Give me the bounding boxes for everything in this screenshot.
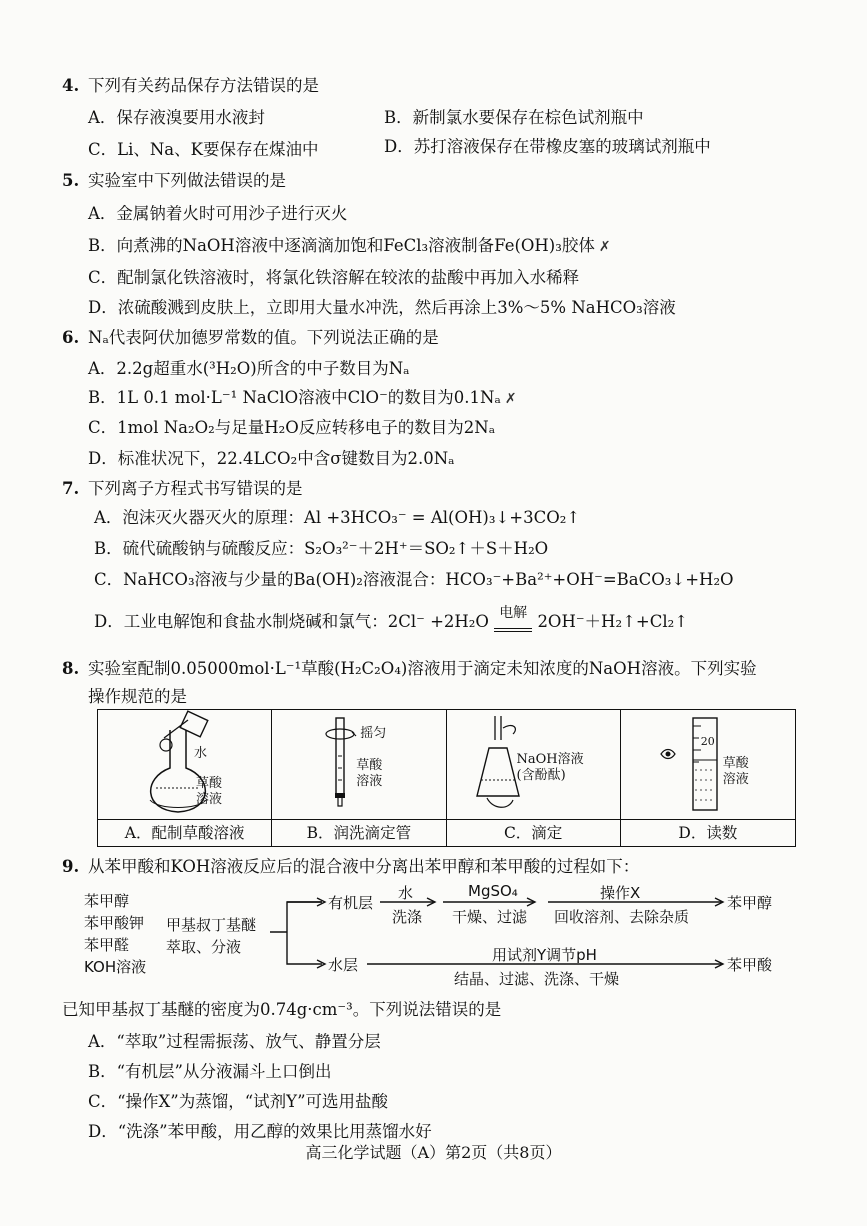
scale-20: 20 [700,735,715,748]
q5-option-c: C．配制氯化铁溶液时，将氯化铁溶解在较浓的盐酸中再加入水稀释 [88,268,580,287]
option-text: D．工业电解饱和食盐水制烧碱和氯气：2Cl⁻ +2H₂O [94,612,489,631]
label-shake: 摇匀 [360,726,387,741]
q4-option-a: A．保存液溴要用水液封 [88,108,265,127]
figure-c [447,710,621,846]
q4-option-d: D．苏打溶液保存在带橡皮塞的玻璃试剂瓶中 [384,137,711,156]
option-text: B．向煮沸的NaOH溶液中逐滴滴加饱和FeCl₃溶液制备Fe(OH)₃胶体 [88,236,595,255]
product-benzoic-acid: 苯甲酸 [727,956,773,974]
label-naoh: NaOH溶液 [516,752,584,767]
figure-a [98,710,272,846]
q6-option-a: A．2.2g超重水(³H₂O)所含的中子数目为Nₐ [88,359,410,378]
question-number: 6. [62,328,80,347]
electrolysis-condition [494,605,532,632]
q6-option-c: C．1mol Na₂O₂与足量H₂O反应转移电子的数目为2Nₐ [88,418,496,437]
q4-option-b: B．新制氯水要保存在棕色试剂瓶中 [384,108,644,127]
figure-b [272,710,446,846]
mixture-component: 苯甲醛 [84,936,130,954]
aqueous-layer-label: 水层 [328,956,359,974]
q7-option-c: C．NaHCO₃溶液与少量的Ba(OH)₂溶液混合：HCO₃⁻+Ba²⁺+OH⁻=BaCO₃↓+H₂O [94,570,734,589]
label-oxalic-acid: 草酸 [196,776,223,791]
question-4-stem [62,72,319,96]
option-text: 2OH⁻＋H₂↑+Cl₂↑ [537,612,689,631]
step-reagent: MgSO₄ [468,882,518,900]
equals-sign [494,628,532,632]
q9-option-a: A．“萃取”过程需振荡、放气、静置分层 [88,1032,381,1051]
question-text: 实验室中下列做法错误的是 [88,171,286,190]
q6-option-d: D．标准状况下，22.4LCO₂中含σ键数目为2.0Nₐ [88,449,455,468]
q5-option-b [88,232,611,256]
q5-option-d: D．浓硫酸溅到皮肤上，立即用大量水冲洗，然后再涂上3%～5% NaHCO₃溶液 [88,298,676,317]
question-8-stem-line2: 操作规范的是 [88,687,187,706]
q4-option-c: C．Li、Na、K要保存在煤油中 [88,140,319,159]
operation-x-label: 操作X [600,884,641,902]
question-text: 从苯甲酸和KOH溶液反应后的混合液中分离出苯甲醇和苯甲酸的过程如下： [88,857,640,876]
extraction-step-label: 萃取、分液 [166,938,242,956]
mixture-component: 苯甲醇 [84,892,130,910]
question-7-stem [62,475,303,499]
q7-option-b: B．硫代硫酸钠与硫酸反应：S₂O₃²⁻＋2H⁺＝SO₂↑＋S＋H₂O [94,539,549,558]
extractant-label: 甲基叔丁基醚 [166,916,257,934]
question-text: Nₐ代表阿伏加德罗常数的值。下列说法正确的是 [88,328,439,347]
q8-figure-table [97,709,796,847]
label-solution: 溶液 [196,792,223,807]
label-oxalic-acid: 草酸 [356,758,383,773]
handwritten-mark: ✗ [504,391,517,407]
product-benzyl-alcohol: 苯甲醇 [727,894,773,912]
label-oxalic-acid: 草酸 [722,756,749,771]
question-9-given: 已知甲基叔丁基醚的密度为0.74g·cm⁻³。下列说法错误的是 [62,1000,502,1019]
question-text: 下列有关药品保存方法错误的是 [88,76,319,95]
condition-label: 电解 [499,605,528,621]
label-solution: 溶液 [356,774,383,789]
step-reagent: 用试剂Y调节pH [492,946,597,964]
label-solution: 溶液 [722,772,749,787]
handwritten-mark: ✗ [598,239,611,255]
question-number: 9. [62,857,80,876]
q9-option-d: D．“洗涤”苯甲酸，用乙醇的效果比用蒸馏水好 [88,1122,432,1141]
question-text: 下列离子方程式书写错误的是 [88,479,303,498]
organic-layer-label: 有机层 [328,894,374,912]
flowchart-arrows [62,880,802,990]
step-action: 结晶、过滤、洗涤、干燥 [454,970,620,988]
q9-option-b: B．“有机层”从分液漏斗上口倒出 [88,1062,332,1081]
question-8-stem [62,655,757,679]
separation-flowchart [62,880,802,990]
volumetric-flask-diagram [98,710,271,818]
mixture-component: KOH溶液 [84,958,147,976]
figure-caption: B．润洗滴定管 [272,819,445,846]
page-footer: 高三化学试题（A）第2页（共8页） [305,1143,562,1162]
question-number: 4. [62,76,80,95]
mixture-component: 苯甲酸钾 [84,914,145,932]
figure-caption: D．读数 [621,819,795,846]
q7-option-d [94,605,689,632]
question-text: 实验室配制0.05000mol·L⁻¹草酸(H₂C₂O₄)溶液用于滴定未知浓度的NaOH溶液。下列实验 [88,659,757,678]
question-number: 7. [62,479,80,498]
burette-reading-diagram [621,710,794,818]
step-action: 洗涤 [392,908,423,926]
q5-option-a: A．金属钠着火时可用沙子进行灭火 [88,204,348,223]
step-reagent: 水 [398,884,414,902]
question-6-stem [62,324,439,348]
figure-d [621,710,795,846]
figure-caption: C．滴定 [447,819,620,846]
figure-caption: A．配制草酸溶液 [98,819,271,846]
option-text: B．1L 0.1 mol·L⁻¹ NaClO溶液中ClO⁻的数目为0.1Nₐ [88,388,501,407]
q7-option-a: A．泡沫灭火器灭火的原理：Al +3HCO₃⁻ = Al(OH)₃↓+3CO₂↑ [94,508,581,527]
label-water: 水 [194,746,208,761]
question-9-stem [62,853,639,877]
step-action: 干燥、过滤 [452,908,528,926]
q6-option-b [88,384,517,408]
step-action: 回收溶剂、去除杂质 [554,908,690,926]
label-phenolphthalein: (含酚酞) [516,768,566,783]
question-number: 5. [62,171,80,190]
question-5-stem [62,167,286,191]
question-number: 8. [62,659,80,678]
q9-option-c: C．“操作X”为蒸馏，“试剂Y”可选用盐酸 [88,1092,389,1111]
